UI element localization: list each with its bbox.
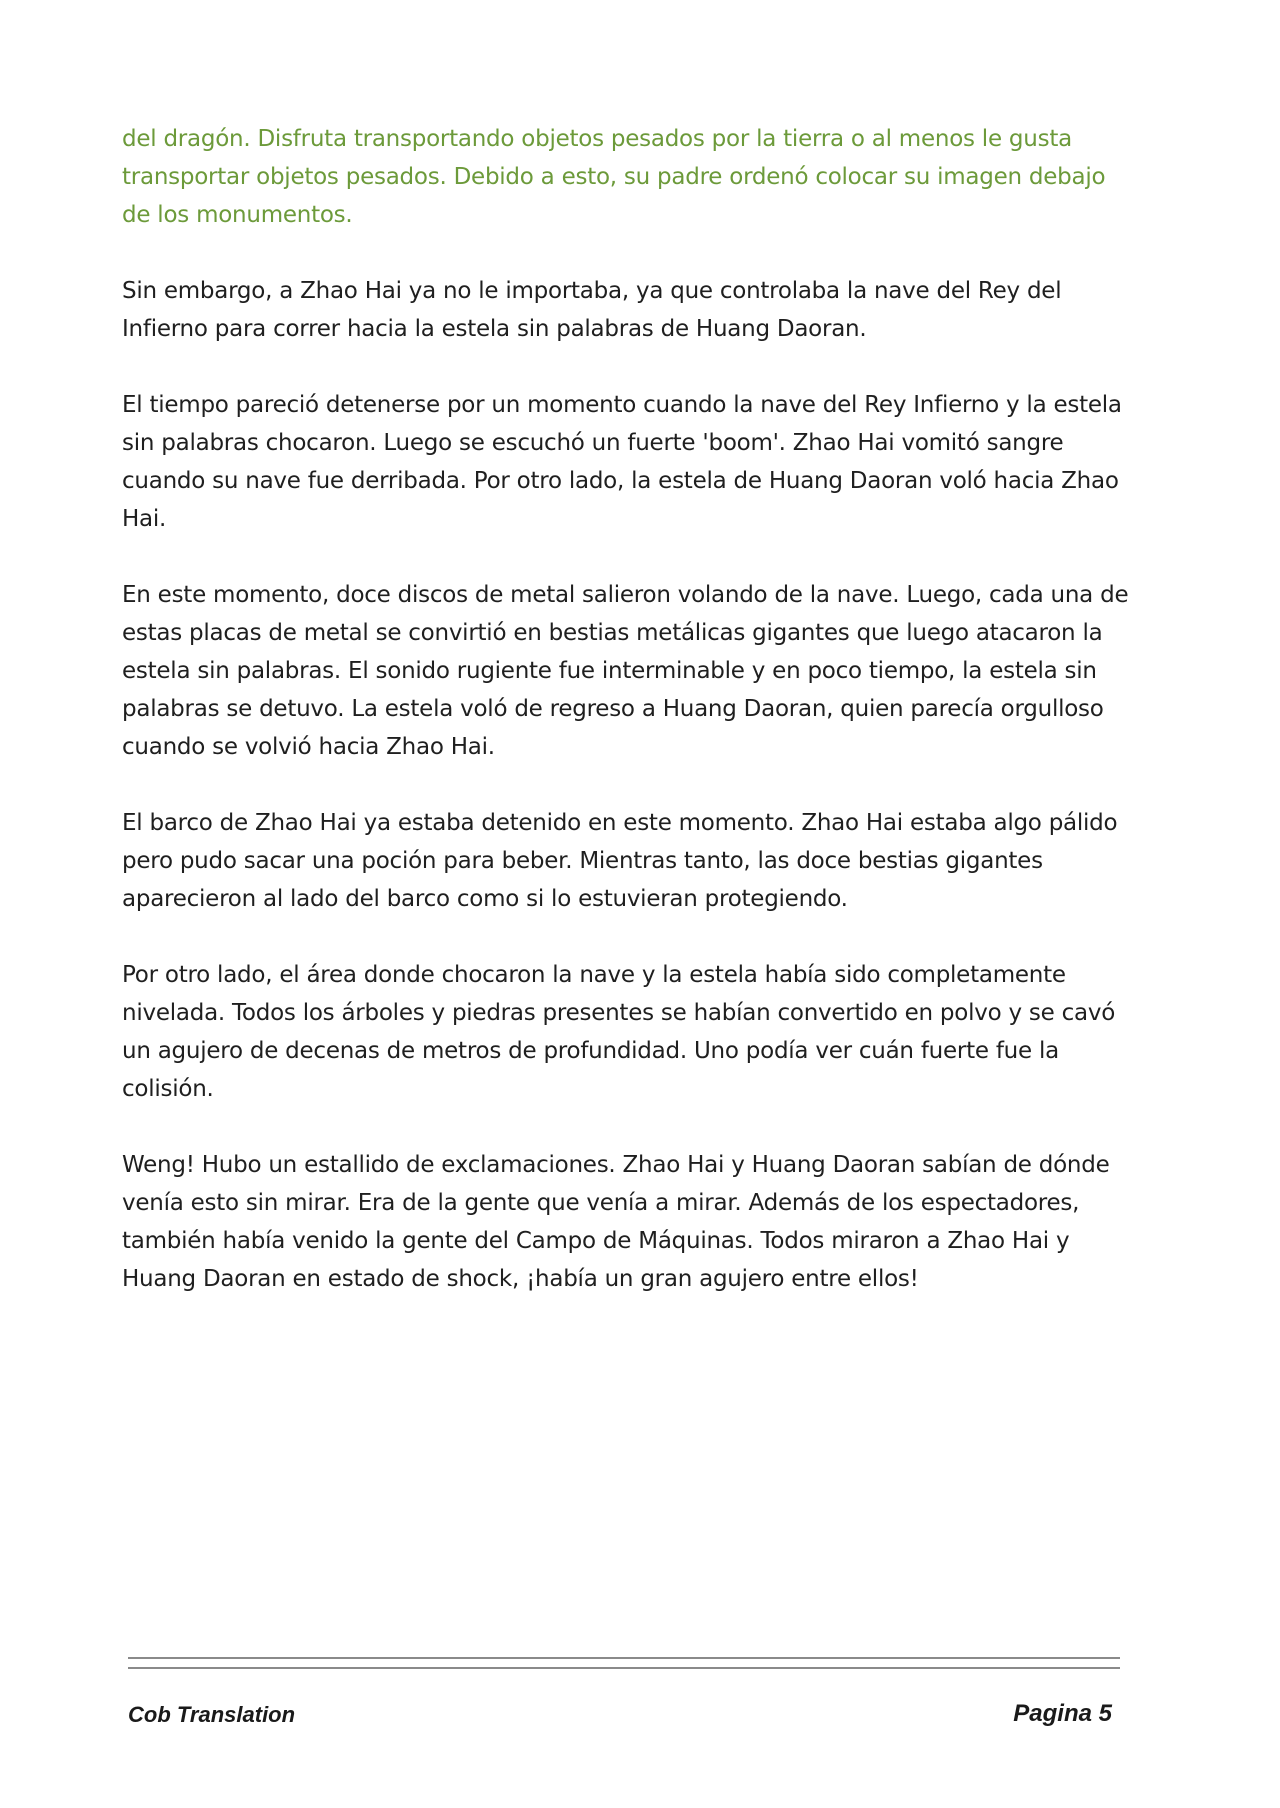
footer-divider-bottom [128,1667,1120,1669]
paragraph: Por otro lado, el área donde chocaron la nave y la estela había sido completamente nivelada. Todos los árboles y piedras presentes se habían convertido en polvo y se cavó un agujero de decenas de metros de profundidad. Uno podía ver cuán fuerte fue la colisión. [122,962,1116,1102]
page-number: Pagina 5 [1013,1700,1112,1727]
footer-divider-top [128,1657,1120,1659]
document-body [122,120,1132,1336]
paragraph: El tiempo pareció detenerse por un momento cuando la nave del Rey Infierno y la estela sin palabras chocaron. Luego se escuchó un fuerte 'boom'. Zhao Hai vomitó sangre cuando su nave fue derribada. Por otro lado, la estela de Huang Daoran voló hacia Zhao Hai. [122,392,1122,532]
footer-credit: Cob Translation [128,1702,296,1727]
paragraph: Weng! Hubo un estallido de exclamaciones. Zhao Hai y Huang Daoran sabían de dónde venía esto sin mirar. Era de la gente que venía a mirar. Además de los espectadores, también había venido la gente del Campo de Máquinas. Todos miraron a Zhao Hai y Huang Daoran en estado de shock, ¡había un gran agujero entre ellos! [122,1152,1110,1292]
paragraph: En este momento, doce discos de metal salieron volando de la nave. Luego, cada una de estas placas de metal se convirtió en bestias metálicas gigantes que luego atacaron la estela sin palabras. El sonido rugiente fue interminable y en poco tiempo, la estela sin palabras se detuvo. La estela voló de regreso a Huang Daoran, quien parecía orgulloso cuando se volvió hacia Zhao Hai. [122,582,1129,760]
paragraph: Sin embargo, a Zhao Hai ya no le importaba, ya que controlaba la nave del Rey del Infierno para correr hacia la estela sin palabras de Huang Daoran. [122,278,1062,342]
paragraph: El barco de Zhao Hai ya estaba detenido en este momento. Zhao Hai estaba algo pálido pero pudo sacar una poción para beber. Mientras tanto, las doce bestias gigantes aparecieron al lado del barco como si lo estuvieran protegiendo. [122,810,1118,912]
paragraph-green-note: del dragón. Disfruta transportando objetos pesados por la tierra o al menos le gusta transportar objetos pesados. Debido a esto, su padre ordenó colocar su imagen debajo de los monumentos. [122,126,1106,228]
